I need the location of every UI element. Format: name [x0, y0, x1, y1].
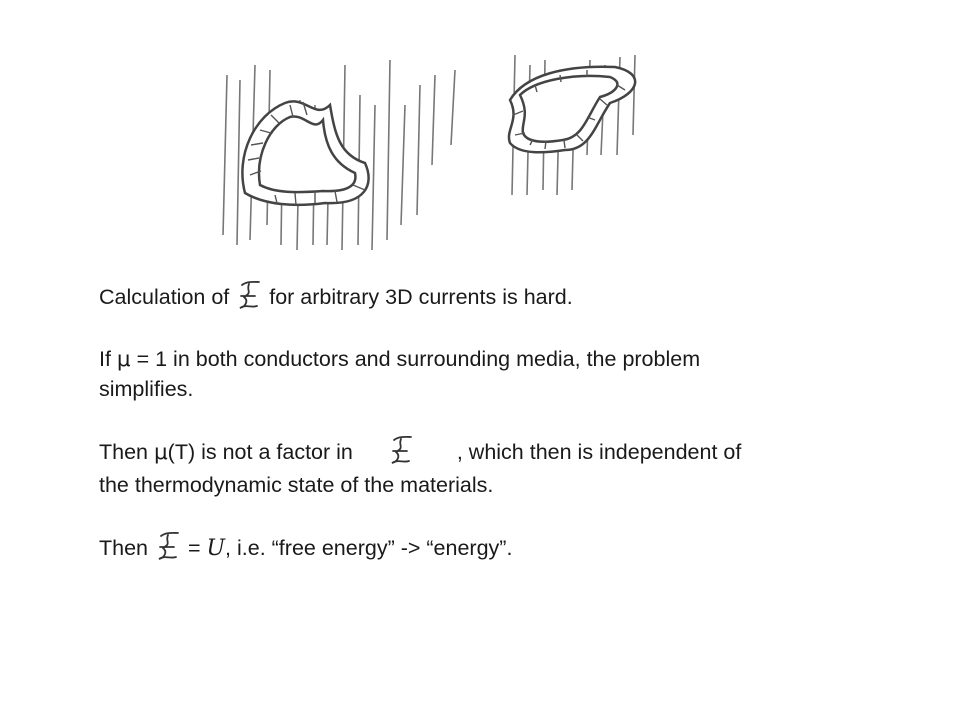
line-5: the thermodynamic state of the materials. — [99, 473, 494, 497]
line-2: If μ = 1 in both conductors and surrounding media, the problem — [99, 347, 701, 372]
line-1: Calculation of for arbitrary 3D currents is hard. — [99, 282, 573, 312]
conductor-sketch — [215, 45, 655, 260]
script-f-icon — [154, 528, 182, 562]
right-conductor — [509, 67, 635, 153]
line-6: Then = U, i.e. “free energy” -> “energy”. — [99, 533, 512, 564]
left-conductor — [242, 101, 368, 204]
line-3: simplifies. — [99, 377, 194, 401]
script-u-symbol: U — [206, 536, 226, 561]
script-f-icon — [235, 277, 263, 311]
script-f-icon — [387, 432, 415, 466]
line-4: Then μ(T) is not a factor in , which then is independent of — [99, 437, 741, 468]
